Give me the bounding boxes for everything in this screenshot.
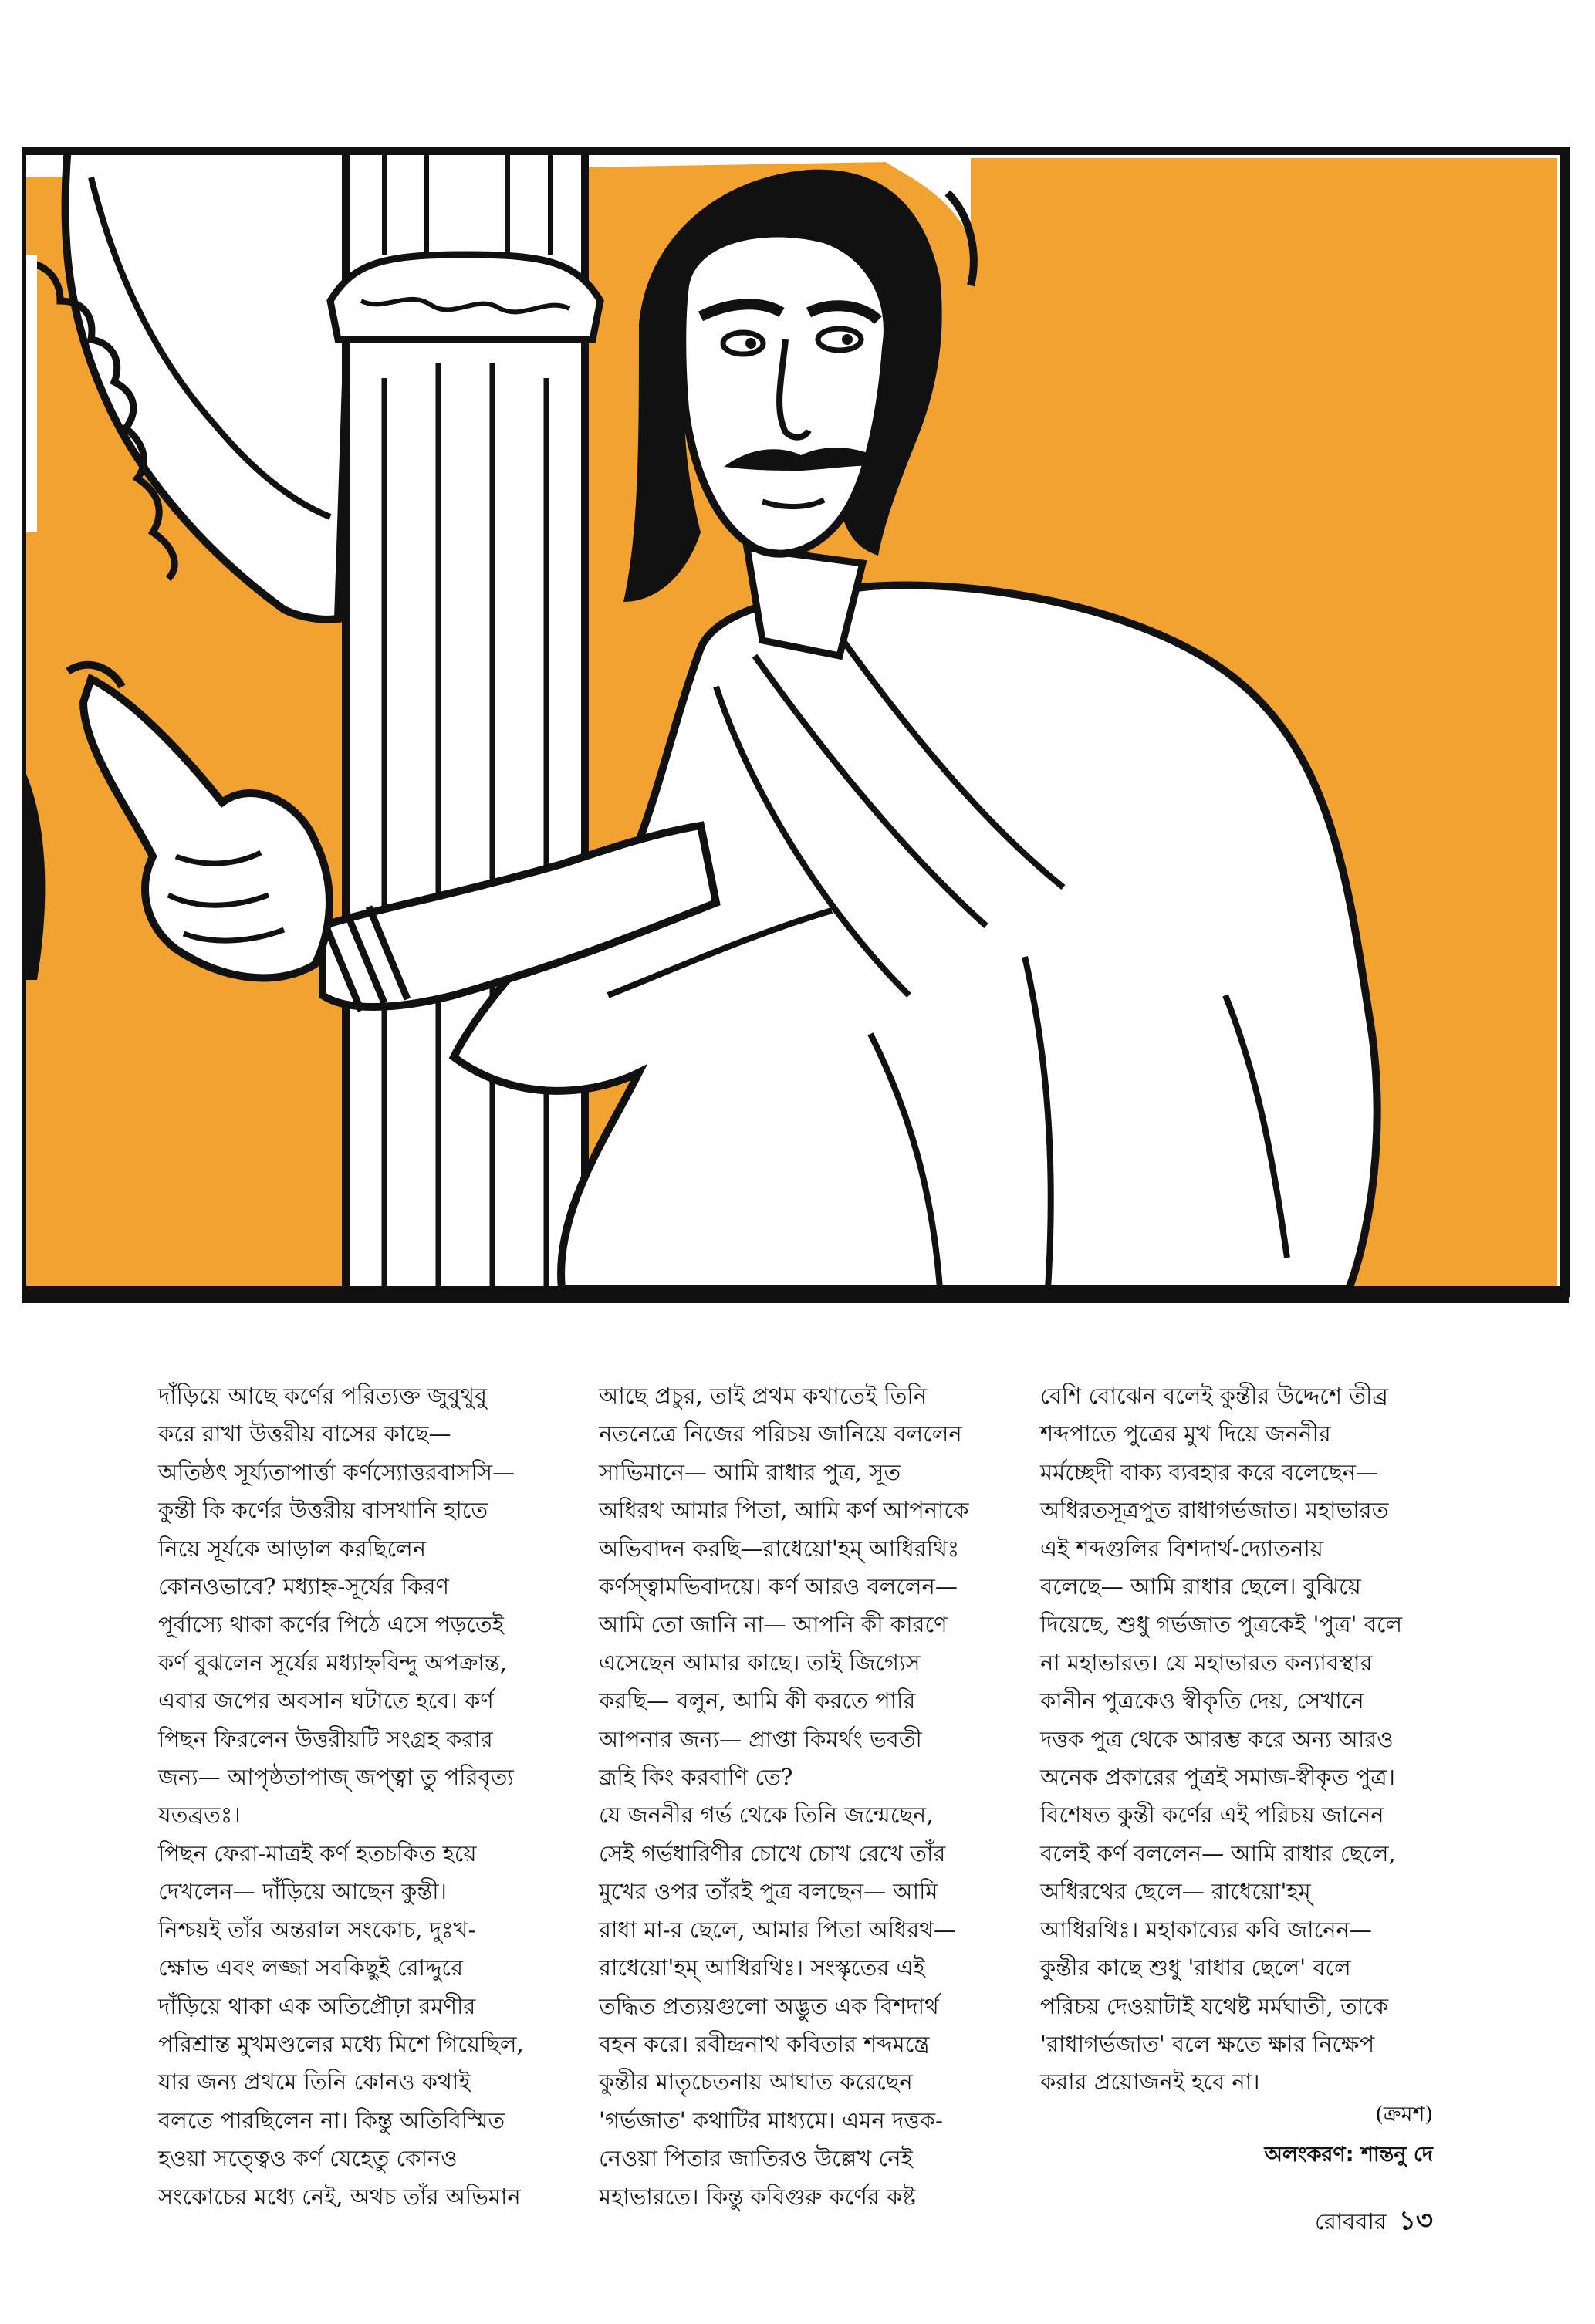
page-number: ১৩ xyxy=(1398,2205,1433,2236)
article-column-3: বেশি বোঝেন বলেই কুন্তীর উদ্দেশে তীব্র শব্দপাতে পুত্রের মুখ দিয়ে জননীর মর্মচ্ছেদী বাক্য ব্যবহার করে বলেছেন— অধিরতসূত্রপুত রাধাগর্ভজাত। মহাভারত এই শব্দগুলির বিশদার্থ-দ্যোতনায় বলেছে— আমি রাধার ছেলে। বুঝিয়ে দিয়েছে, শুধু গর্ভজাত পুত্রকেই 'পুত্র' বলে না মহাভারত। যে মহাভারত কন্যাবস্থার কানীন পুত্রকেও স্বীকৃতি দেয়, সেখানে দত্তক পুত্র থেকে আরম্ভ করে অন্য আরও অনেক প্রকারের পুত্রই সমাজ-স্বীকৃত পুত্র। বিশেষত কুন্তী কর্ণের এই পরিচয় জানেন বলেই কর্ণ বললেন— আমি রাধার ছেলে, অধিরথের ছেলে— রাধেয়ো'হম্ আধিরথিঃ। মহাকাব্যের কবি জানেন— কুন্তীর কাছে শুধু 'রাধার ছেলে' বলে পরিচয় দেওয়াটাই যথেষ্ট মর্মঘাতী, তাকে 'রাধাগর্ভজাত' বলে ক্ষতে ক্ষার নিক্ষেপ করার প্রয়োজনই হবে না। xyxy=(1040,1383,1403,2096)
magazine-name: রোববার xyxy=(1315,2208,1387,2234)
illustration-svg xyxy=(22,147,1574,1316)
illustration-credit: অলংকরণ: শান্তনু দে xyxy=(1264,2143,1433,2167)
karna-illustration xyxy=(22,147,1574,1316)
article-column-1: দাঁড়িয়ে আছে কর্ণের পরিত্যক্ত জুবুথুবু করে রাখা উত্তরীয় বাসের কাছে— অতিষ্ঠৎ সূর্য্যতাপার্ত্তা কর্ণস্যোত্তরবাসসি— কুন্তী কি কর্ণের উত্তরীয় বাসখানি হাতে নিয়ে সূর্যকে আড়াল করছিলেন কোনওভাবে? মধ্যাহ্ন-সূর্যের কিরণ পূর্বাস্যে থাকা কর্ণের পিঠে এসে পড়তেই কর্ণ বুঝলেন সূর্যের মধ্যাহ্নবিন্দু অপক্রান্ত, এবার জপের অবসান ঘটাতে হবে। কর্ণ পিছন ফিরলেন উত্তরীয়টি সংগ্রহ করার জন্য— আপৃষ্ঠতাপাজ্ জপ্ত্বা তু পরিবৃত্য যতব্রতঃ। পিছন ফেরা-মাত্রই কর্ণ হতচকিত হয়ে দেখলেন— দাঁড়িয়ে আছেন কুন্তী। নিশ্চয়ই তাঁর অন্তরাল সংকোচ, দুঃখ- ক্ষোভ এবং লজ্জা সবকিছুই রোদ্দুরে দাঁড়িয়ে থাকা এক অতিপ্রৌঢ়া রমণীর পরিশ্রান্ত মুখমণ্ডলের মধ্যে মিশে গিয়েছিল, যার জন্য প্রথমে তিনি কোনও কথাই বলতে পারছিলেন না। কিন্তু অতিবিস্মিত হওয়া সত্ত্বেও কর্ণ যেহেতু কোনও সংকোচের মধ্যে নেই, অথচ তাঁর অভিমান xyxy=(158,1383,524,2210)
continued-label: (ক্রমশ) xyxy=(1375,2103,1433,2126)
article-column-2: আছে প্রচুর, তাই প্রথম কথাতেই তিনি নতনেত্রে নিজের পরিচয় জানিয়ে বললেন সাভিমানে— আমি রাধার পুত্র, সূত অধিরথ আমার পিতা, আমি কর্ণ আপনাকে অভিবাদন করছি—রাধেয়ো'হম্ আধিরথিঃ কর্ণস্ত্বামভিবাদয়ে। কর্ণ আরও বললেন— আমি তো জানি না— আপনি কী কারণে এসেছেন আমার কাছে। তাই জিগ্যেস করছি— বলুন, আমি কী করতে পারি আপনার জন্য— প্রাপ্তা কিমর্থং ভবতী ব্রূহি কিং করবাণি তে? যে জননীর গর্ভ থেকে তিনি জন্মেছেন, সেই গর্ভধারিণীর চোখে চোখ রেখে তাঁর মুখের ওপর তাঁরই পুত্র বলছেন— আমি রাধা মা-র ছেলে, আমার পিতা অধিরথ— রাধেয়ো'হম্ আধিরথিঃ। সংস্কৃতের এই তদ্ধিত প্রত্যয়গুলো অদ্ভুত এক বিশদার্থ বহন করে। রবীন্দ্রনাথ কবিতার শব্দমন্ত্রে কুন্তীর মাতৃচেতনায় আঘাত করেছেন 'গর্ভজাত' কথাটির মাধ্যমে। এমন দত্তক- নেওয়া পিতার জাতিরও উল্লেখ নেই মহাভারতে। কিন্তু কবিগুরু কর্ণের কষ্ট xyxy=(599,1383,969,2210)
page-footer xyxy=(1315,2201,1433,2245)
